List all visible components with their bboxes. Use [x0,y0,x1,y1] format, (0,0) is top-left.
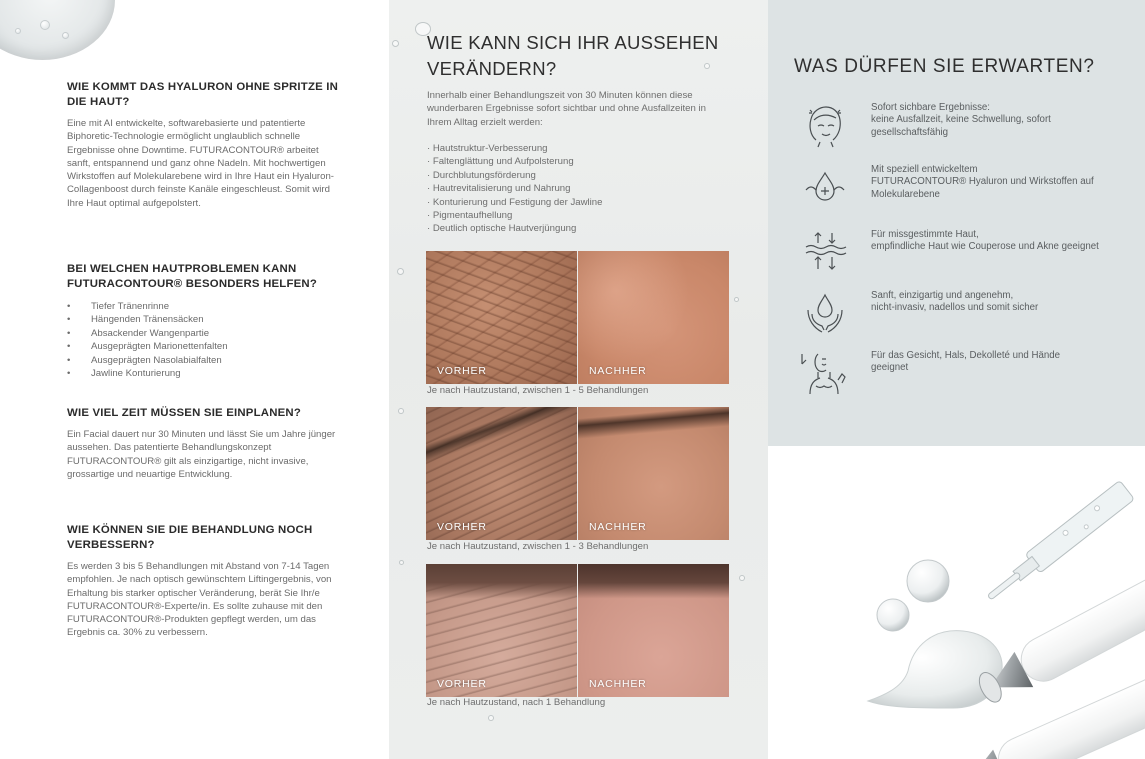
water-bubble [40,20,50,30]
feature-item [800,350,1130,400]
before-label: VORHER [437,678,487,690]
middle-panel [389,0,768,759]
after-photo [578,407,729,540]
image-caption: Je nach Hautzustand, zwischen 1 - 3 Behandlungen [427,541,649,552]
list-item: · Durchblutungsförderung [427,169,536,181]
list-item: • Jawline Konturierung [67,368,181,380]
feature-text: Mit speziell entwickeltem FUTURACONTOUR® Hyaluron und Wirkstoffen auf Molekularebene [871,164,1094,200]
list-item: • Ausgeprägten Marionettenfalten [67,341,228,353]
feature-text: Für missgestimmte Haut, empfindliche Haut wie Couperose und Akne geeignet [871,229,1099,253]
before-after-image-1 [426,251,729,384]
after-label: NACHHER [589,521,647,533]
expectations-box [768,0,1145,446]
drop-plus-icon [800,164,850,210]
list-item: · Hautrevitalisierung und Nahrung [427,183,571,195]
before-photo [426,407,577,540]
after-photo [578,251,729,384]
hands-drop-icon [800,290,850,336]
section-skin-problems [67,262,342,380]
water-droplet [734,297,739,302]
list-item: · Deutlich optische Hautverjüngung [427,223,577,235]
feature-item [800,290,1130,340]
feature-text: Sofort sichbare Ergebnisse: keine Ausfallzeit, keine Schwellung, sofort gesellschaftsfähig [871,102,1051,138]
skin-problem-list [67,300,342,380]
feature-text: Für das Gesicht, Hals, Dekolleté und Hände geeignet [871,350,1061,374]
after-photo [578,564,729,697]
image-caption: Je nach Hautzustand, zwischen 1 - 5 Behandlungen [427,385,649,396]
feature-item [800,229,1130,279]
list-item: • Absackender Wangenpartie [67,327,210,339]
section-hyaluron [67,80,342,210]
section-improve [67,523,342,640]
water-droplet [488,715,494,721]
after-label: NACHHER [589,678,647,690]
list-item: · Faltenglättung und Aufpolsterung [427,156,574,168]
water-droplet [397,268,404,275]
product-illustration [768,446,1145,759]
skin-layers-icon [800,229,850,275]
section-title: WIE KÖNNEN SIE DIE BEHANDLUNG NOCH VERBESSERN? [67,524,313,551]
before-photo [426,251,577,384]
before-after-image-3 [426,564,729,697]
feature-text: Sanft, einzigartig und angenehm, nicht-invasiv, nadellos und somit sicher [871,290,1039,314]
list-item: • Hängenden Tränensäcken [67,314,204,326]
section-title: WIE KOMMT DAS HYALURON OHNE SPRITZE IN DIE HAUT? [67,81,339,108]
right-panel [768,0,1145,759]
water-droplet [739,575,745,581]
section-title: WIE VIEL ZEIT MÜSSEN SIE EINPLANEN? [67,407,301,419]
face-icon [800,102,850,148]
water-bubble [62,32,69,39]
list-item: · Hautstruktur-Verbesserung [427,143,548,154]
after-label: NACHHER [589,365,647,377]
water-droplet [392,40,399,47]
water-droplet [398,408,404,414]
section-body: Eine mit AI entwickelte, softwarebasierte und patentierte Biphoretic-Technologie ermöglicht unglaublich schnelle Ergebnisse ohne Downtime. FUTURACONTOUR® arbeitet sanft, entspannend und ganz ohne Nadeln. Mit hochwertigen Wirkstoffen auf Molekularebene wird in Ihre Haut ein Hyaluron-Collagenboost durch feinste Kanäle eingeschleust. Somit wird Ihre Haut optimal aufgepolstert. [67,118,334,209]
list-item: · Konturierung und Festigung der Jawline [427,196,603,208]
before-label: VORHER [437,521,487,533]
list-item: • Tiefer Tränenrinne [67,301,170,312]
list-item: · Pigmentaufhellung [427,210,513,222]
before-label: VORHER [437,365,487,377]
section-title: WAS DÜRFEN SIE ERWARTEN? [794,56,1095,77]
left-panel [0,0,389,759]
product-device-image [768,446,1145,759]
water-bubble [15,28,21,34]
benefit-list [427,142,727,236]
before-photo [426,564,577,697]
section-time [67,406,342,481]
before-after-image-2 [426,407,729,540]
section-title: BEI WELCHEN HAUTPROBLEMEN KANN FUTURACONTOUR® BESONDERS HELFEN? [67,263,317,290]
image-caption: Je nach Hautzustand, nach 1 Behandlung [427,697,606,708]
list-item: • Ausgeprägten Nasolabialfalten [67,354,222,366]
page-title: WIE KANN SICH IHR AUSSEHEN VERÄNDERN? [427,32,719,79]
intro-text: Innerhalb einer Behandlungszeit von 30 Minuten können diese wunderbaren Ergebnisse sofort sichtbar und ohne Ausfallzeiten in Ihrem Alltag erzielt werden: [427,90,706,128]
face-neck-icon [800,350,850,396]
section-body: Es werden 3 bis 5 Behandlungen mit Abstand von 7-14 Tagen empfohlen. Je nach optisch gewünschtem Liftingergebnis, von Erhaltung bis starker optischer Veränderung, berät Sie Ihr/e FUTURACONTOUR®-Experte/in. Es sollte zuhause mit den FUTURACONTOUR®-Produkten gepflegt werden, um das Ergebnis ca. 30% zu verbessern. [67,561,332,639]
section-body: Ein Facial dauert nur 30 Minuten und lässt Sie um Jahre jünger aussehen. Das patentierte Behandlungskonzept FUTURACONTOUR® gilt als einzigartige, nicht invasive, grossartige und neuartige Entwicklung. [67,429,336,480]
feature-item [800,164,1130,214]
feature-item [800,102,1130,152]
water-droplet [399,560,404,565]
